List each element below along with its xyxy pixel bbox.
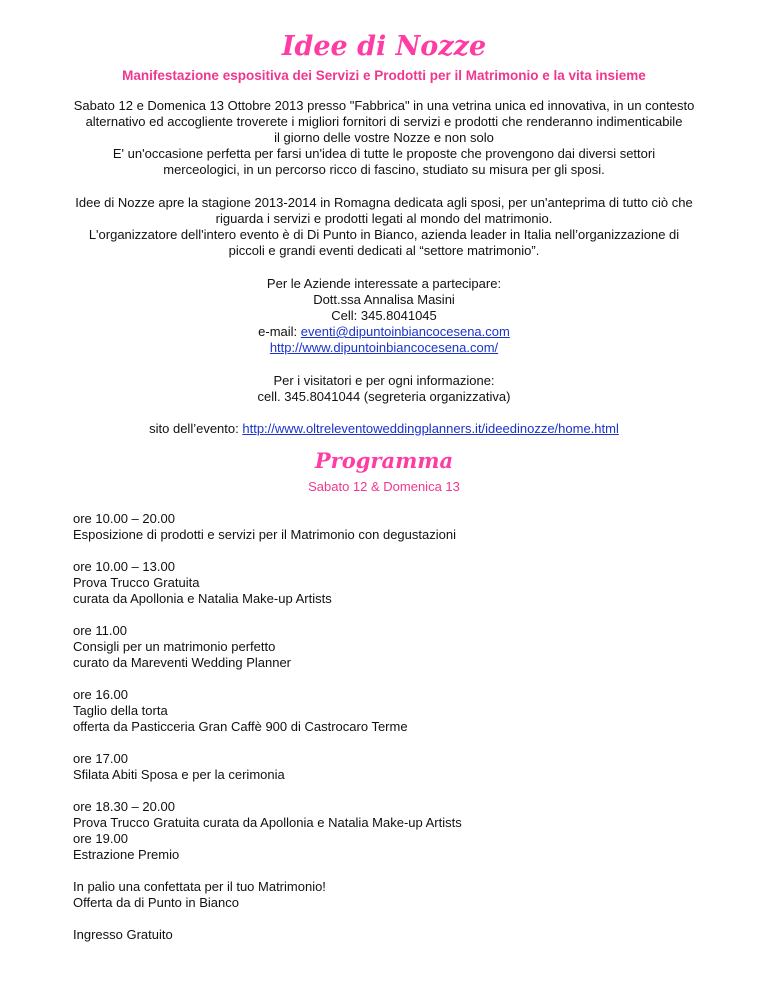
programme-item (73, 879, 713, 911)
intro-line: Sabato 12 e Domenica 13 Ottobre 2013 presso "Fabbrica" in una vetrina unica ed innovativa, in un contesto (73, 98, 695, 113)
contact-phone: Cell: 345.8041045 (331, 308, 437, 323)
programme-line: Estrazione Premio (73, 847, 180, 862)
contact-email-line (56, 324, 712, 340)
programme-item (73, 927, 713, 943)
programme-line: Esposizione di prodotti e servizi per il Matrimonio con degustazioni (73, 527, 456, 542)
programme-line: ore 11.00 (73, 623, 127, 638)
intro-line: L'organizzatore dell'intero evento è di Di Punto in Bianco, azienda leader in Italia nell’organizzazione di (88, 227, 680, 242)
programme-item (73, 511, 713, 543)
intro-paragraph-2 (56, 195, 712, 259)
intro-line: alternativo ed accogliente troverete i migliori fornitori di servizi e prodotti che renderanno indimenticabile (85, 114, 683, 129)
programme-line: Taglio della torta (73, 703, 168, 718)
programme-line: ore 17.00 (73, 751, 128, 766)
intro-line: merceologici, in un percorso ricco di fascino, studiato su misura per gli sposi. (163, 162, 605, 177)
page-subtitle: Manifestazione espositiva dei Servizi e Prodotti per il Matrimonio e la vita insieme (122, 68, 646, 83)
programme-line: ore 18.30 – 20.00 (73, 799, 175, 814)
programme-line: Ingresso Gratuito (73, 927, 173, 942)
programme-subtitle: Sabato 12 & Domenica 13 (308, 479, 460, 494)
programme-line: Prova Trucco Gratuita (73, 575, 200, 590)
contact-website-line (56, 340, 712, 356)
intro-line: piccoli e grandi eventi dedicati al “settore matrimonio”. (228, 243, 540, 258)
event-site-label: sito dell’evento: (149, 421, 243, 436)
page-title: Idee di Nozze (281, 31, 487, 62)
event-site-line (56, 421, 712, 437)
contact-name: Dott.ssa Annalisa Masini (313, 292, 455, 307)
programme-title: Programma (314, 448, 454, 473)
intro-line: il giorno delle vostre Nozze e non solo (274, 130, 494, 145)
programme-line: ore 10.00 – 13.00 (73, 559, 175, 574)
event-site (56, 421, 712, 437)
programme-item (73, 751, 713, 783)
programme-line: In palio una confettata per il tuo Matrimonio! (73, 879, 326, 894)
intro-line: Idee di Nozze apre la stagione 2013-2014 in Romagna dedicata agli sposi, per un'anteprima di tutto ciò che (75, 195, 693, 210)
programme-line: Offerta da di Punto in Bianco (73, 895, 239, 910)
event-site-link[interactable]: http://www.oltreleventoweddingplanners.it/ideedinozze/home.html (242, 421, 619, 436)
programme-line: Sfilata Abiti Sposa e per la cerimonia (73, 767, 285, 782)
email-label: e-mail: (258, 324, 301, 339)
companies-contact (56, 276, 712, 356)
visitors-intro: Per i visitatori e per ogni informazione: (273, 373, 495, 388)
programme-item (73, 623, 713, 671)
intro-line: riguarda i servizi e prodotti legati al mondo del matrimonio. (215, 211, 553, 226)
programme-line: ore 16.00 (73, 687, 128, 702)
visitors-contact (56, 373, 712, 405)
intro-line: E' un'occasione perfetta per farsi un'idea di tutte le proposte che provengono dai diversi settori (112, 146, 656, 161)
programme-list (73, 511, 713, 959)
intro-paragraph-1 (56, 98, 712, 178)
programme-item (73, 687, 713, 735)
website-link[interactable]: http://www.dipuntoinbiancocesena.com/ (269, 340, 499, 355)
visitors-phone: cell. 345.8041044 (segreteria organizzativa) (257, 389, 511, 404)
programme-item (73, 559, 713, 607)
email-link[interactable]: eventi@dipuntoinbiancocesena.com (300, 324, 510, 339)
programme-item (73, 799, 713, 863)
programme-line: curata da Apollonia e Natalia Make-up Artists (73, 591, 332, 606)
programme-line: Consigli per un matrimonio perfetto (73, 639, 276, 654)
programme-line: ore 10.00 – 20.00 (73, 511, 175, 526)
programme-line: Prova Trucco Gratuita curata da Apollonia e Natalia Make-up Artists (73, 815, 462, 830)
programme-line: ore 19.00 (73, 831, 128, 846)
companies-intro: Per le Aziende interessate a partecipare: (266, 276, 502, 291)
programme-line: curato da Mareventi Wedding Planner (73, 655, 291, 670)
programme-line: offerta da Pasticceria Gran Caffè 900 di Castrocaro Terme (73, 719, 408, 734)
